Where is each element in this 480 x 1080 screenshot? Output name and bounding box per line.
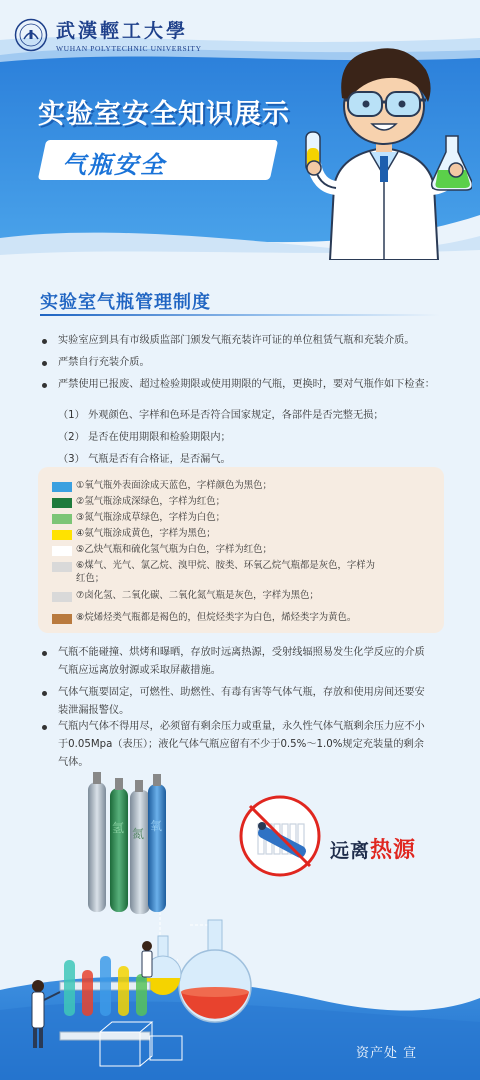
color-code-label: ①氧气瓶外表面涂成天蓝色，字样颜色为黑色； <box>76 480 272 491</box>
check-2: （2） 是否在使用期限和检验期限内； <box>58 432 231 443</box>
heat-warning-text <box>330 833 416 864</box>
rule-5-line-1: 气体气瓶要固定，可燃性、助燃性、有毒有害等气体气瓶，存放和使用房间还要安 <box>58 687 425 698</box>
color-swatch <box>52 514 72 524</box>
bullet-dot <box>42 691 47 696</box>
sub-title: 气瓶安全 <box>62 151 166 179</box>
rule-4-line-1: 气瓶不能碰撞、烘烤和曝晒，存放时远离热源，受射线辐照易发生化学反应的介质 <box>58 647 425 658</box>
bullet-dot <box>42 339 47 344</box>
bullet-dot <box>42 383 47 388</box>
color-swatch <box>52 530 72 540</box>
check-1: （1） 外观颜色、字样和色环是否符合国家规定，各部件是否完整无损； <box>58 410 384 421</box>
color-swatch <box>52 482 72 492</box>
gas-cylinders <box>88 772 166 914</box>
color-swatch <box>52 546 72 556</box>
color-code-label: ③氮气瓶涂成草绿色，字样为白色； <box>76 512 226 523</box>
svg-text:氢: 氢 <box>112 821 125 835</box>
heat-warning-prefix: 远离 <box>330 840 371 862</box>
color-swatch <box>52 614 72 624</box>
svg-text:氮: 氮 <box>132 827 145 841</box>
rule-6-line-2: 于0.05Mpa（表压）；液化气体气瓶应留有不少于0.5%～1.0%规定充装量的剩余 <box>58 739 424 750</box>
color-swatch <box>52 498 72 508</box>
section-title-underline <box>40 314 440 316</box>
rule-1: 实验室应到具有市级质监部门颁发气瓶充装许可证的单位租赁气瓶和充装介质。 <box>58 335 415 346</box>
main-title: 实验室安全知识展示 <box>38 99 290 130</box>
university-name-en: WUHAN POLYTECHNIC UNIVERSITY <box>56 44 202 53</box>
color-code-label: ④氨气瓶涂成黄色，字样为黑色； <box>76 528 216 539</box>
section-title: 实验室气瓶管理制度 <box>40 292 211 313</box>
rule-2: 严禁自行充装介质。 <box>58 357 150 368</box>
rule-6-line-3: 气体。 <box>58 757 89 768</box>
color-code-label: ②氢气瓶涂成深绿色，字样为红色； <box>76 496 226 507</box>
university-logo <box>14 16 202 53</box>
round-flask <box>179 920 251 1022</box>
scientist-illustration <box>296 36 472 260</box>
color-code-label: ⑥煤气、光气、氯乙烷、溴甲烷、胺类、环氧乙烷气瓶都是灰色，字样为 <box>76 560 376 571</box>
rule-3: 严禁使用已报废、超过检验期限或使用期限的气瓶，更换时，要对气瓶作如下检查： <box>58 379 435 390</box>
color-swatch <box>52 592 72 602</box>
color-swatch <box>52 562 72 572</box>
svg-text:氧: 氧 <box>150 819 163 833</box>
check-3: （3） 气瓶是否有合格证，是否漏气。 <box>58 454 231 465</box>
color-code-label: 红色； <box>76 573 105 584</box>
bullet-dot <box>42 361 47 366</box>
university-name-cn: 武漢輕工大學 <box>56 20 189 42</box>
rule-5-line-2: 装泄漏报警仪。 <box>58 705 130 716</box>
person-at-flask <box>142 941 152 977</box>
color-code-label: ⑦卤化氢、二氧化碳、二氧化氮气瓶是灰色，字样为黑色； <box>76 590 319 601</box>
university-seal-icon <box>14 18 48 52</box>
bullet-dot <box>42 725 47 730</box>
bullet-dot <box>42 651 47 656</box>
color-code-label: ⑧烷烯烃类气瓶都是褐色的，但烷烃类字为白色，烯烃类字为黄色。 <box>76 612 357 623</box>
footer-signature: 资产处 宣 <box>356 1046 418 1061</box>
rule-6-line-1: 气瓶内气体不得用尽，必须留有剩余压力或重量，永久性气体气瓶剩余压力应不小 <box>58 721 425 732</box>
rule-4-line-2: 气瓶应远离放射源或采取屏蔽措施。 <box>58 665 221 676</box>
color-code-label: ⑤乙炔气瓶和硫化氢气瓶为白色，字样为红色； <box>76 544 272 555</box>
no-heat-source-icon <box>238 794 322 878</box>
heat-warning-highlight: 热源 <box>370 838 417 863</box>
